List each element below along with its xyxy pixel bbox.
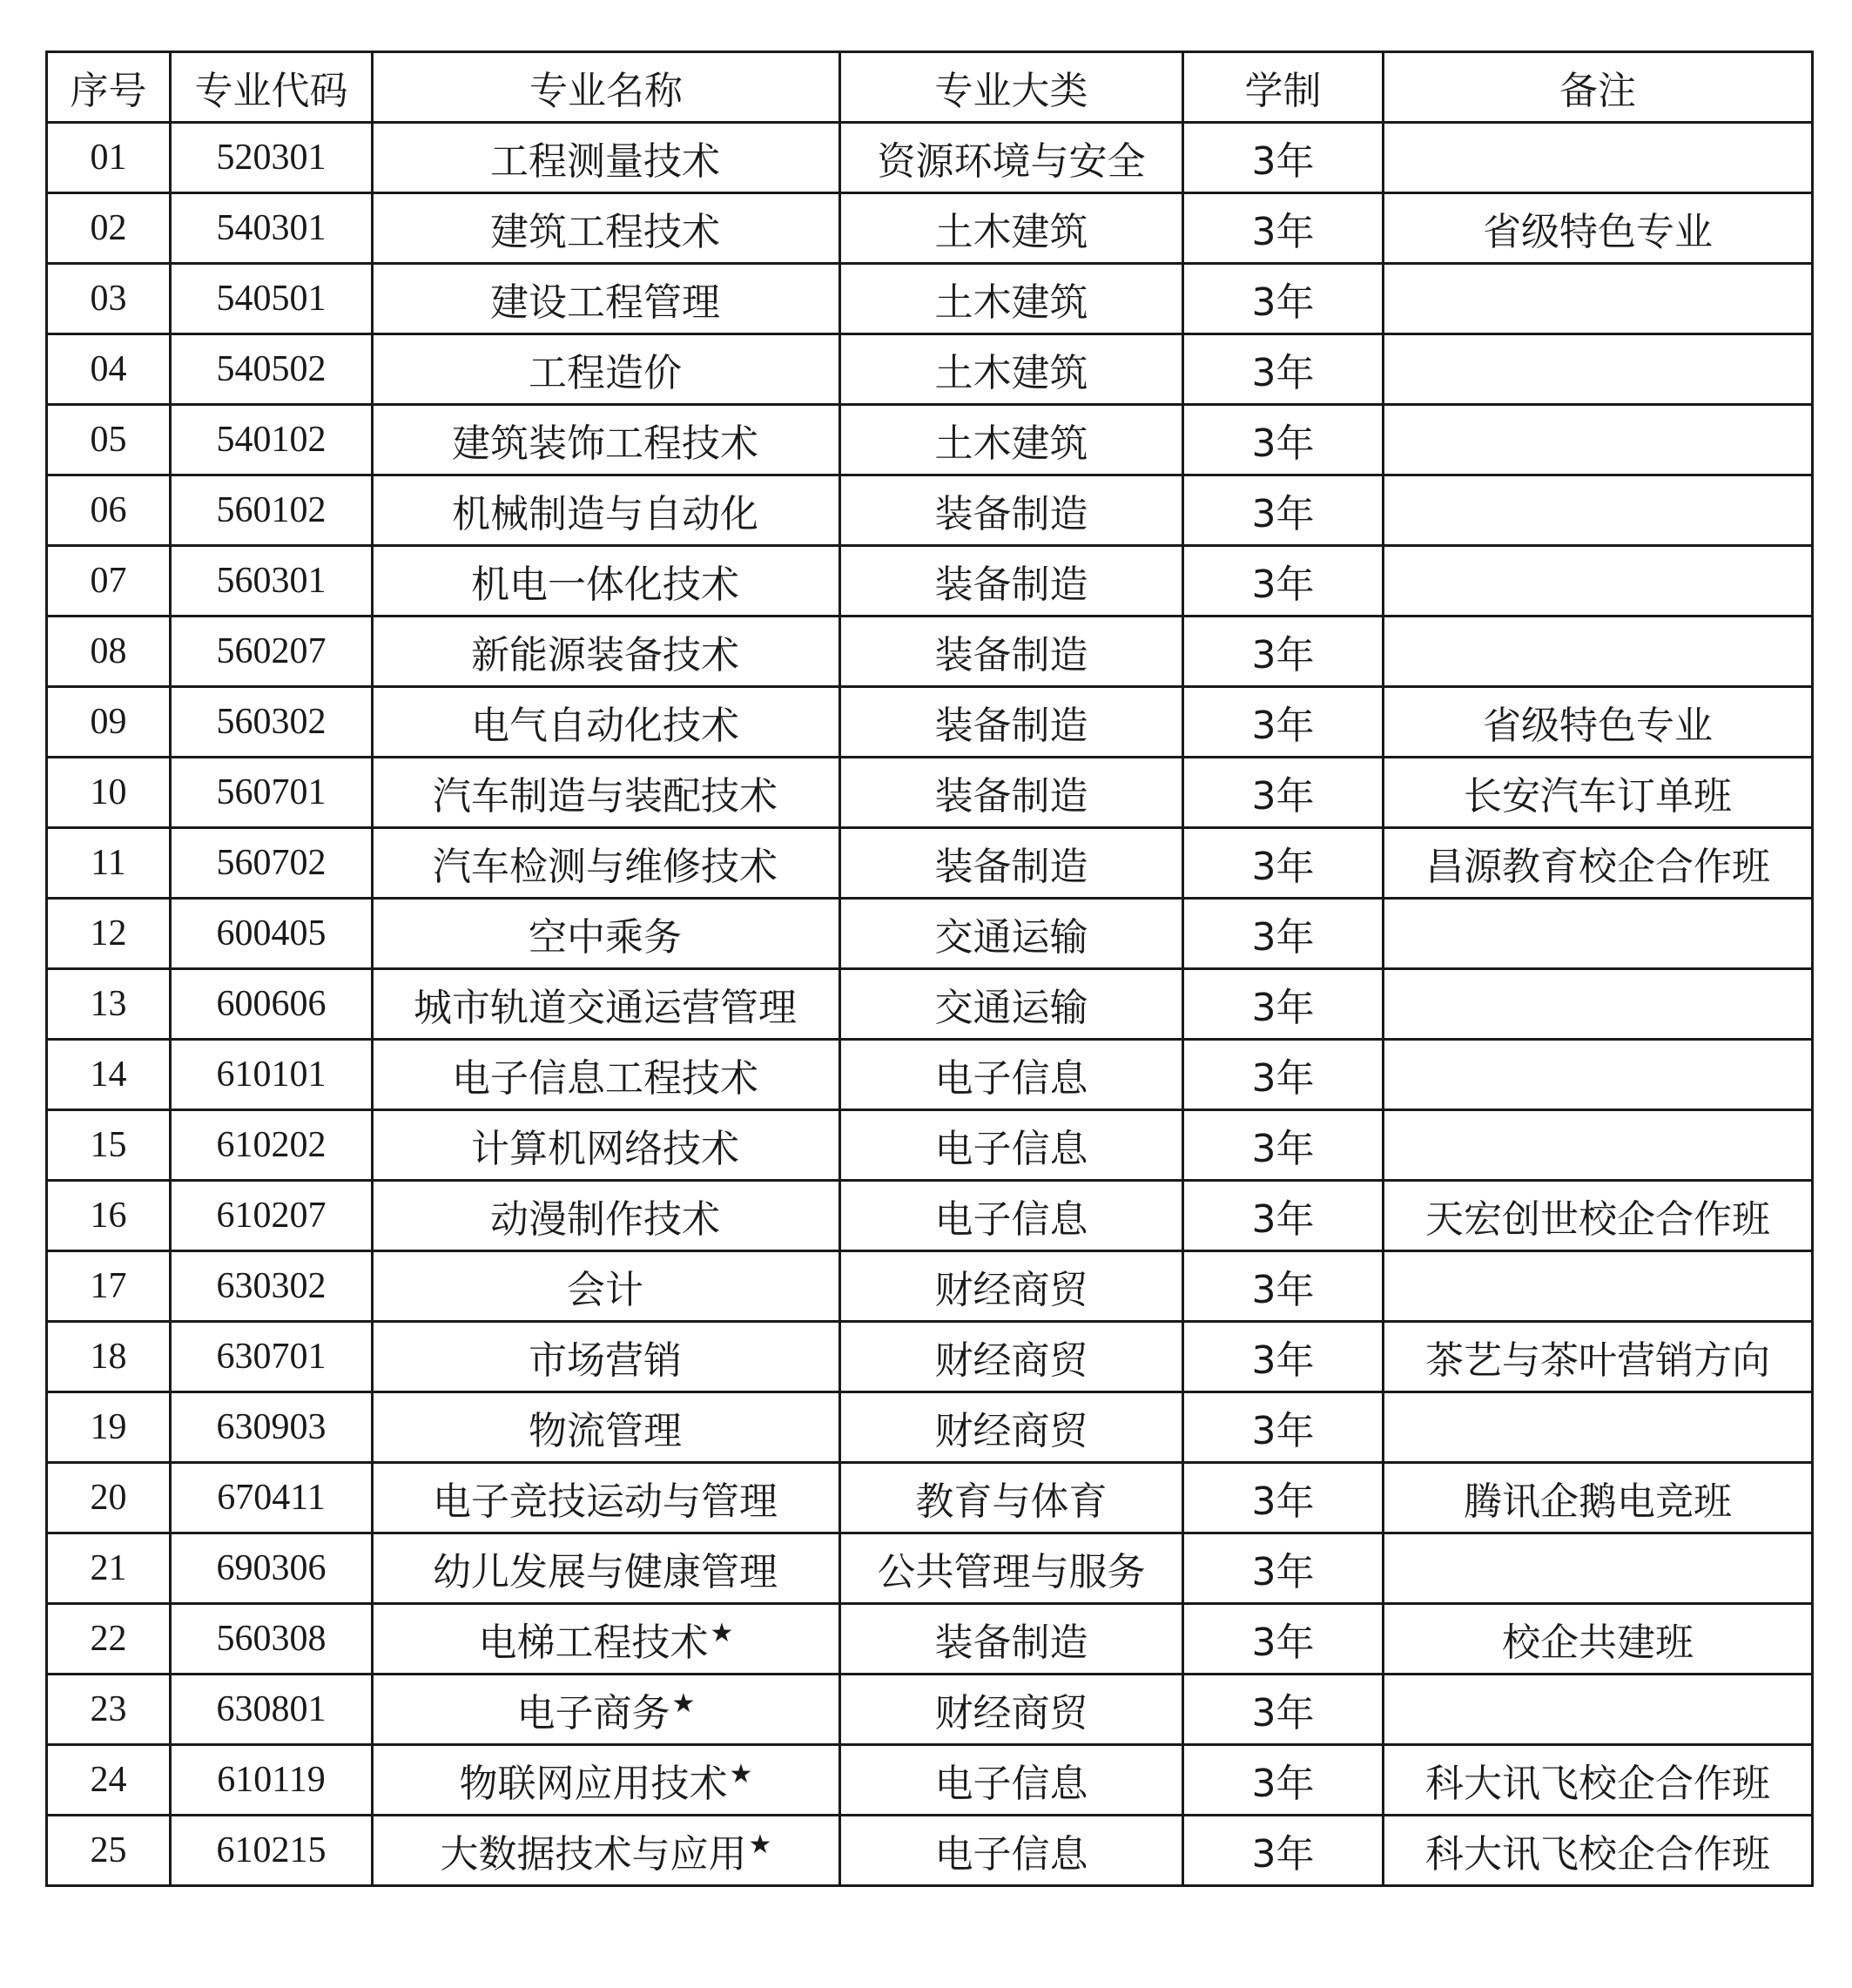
- category-cell: 教育与体育: [840, 1463, 1183, 1533]
- code-cell: 610101: [171, 1040, 373, 1110]
- major-name: 电子商务: [516, 1691, 670, 1735]
- seq-cell: 24: [47, 1745, 171, 1816]
- code-cell: 610119: [171, 1745, 373, 1816]
- seq-cell: 18: [47, 1322, 171, 1392]
- note-cell: [1384, 1675, 1813, 1745]
- code-cell: 540102: [171, 405, 373, 475]
- duration-cell: 3年: [1183, 1745, 1384, 1816]
- name-cell: [373, 1533, 840, 1604]
- seq-cell: 11: [47, 828, 171, 899]
- category-cell: 公共管理与服务: [840, 1533, 1183, 1604]
- duration-cell: 3年: [1183, 899, 1384, 969]
- category-cell: 财经商贸: [840, 1392, 1183, 1463]
- name-cell: [373, 1110, 840, 1181]
- category-cell: 装备制造: [840, 758, 1183, 828]
- table-row: [47, 1322, 1813, 1392]
- code-cell: 560102: [171, 475, 373, 546]
- header-row: [47, 52, 1813, 123]
- seq-cell: 20: [47, 1463, 171, 1533]
- category-cell: 装备制造: [840, 617, 1183, 687]
- category-cell: 电子信息: [840, 1745, 1183, 1816]
- name-cell: [373, 193, 840, 264]
- name-cell: [373, 123, 840, 193]
- duration-cell: 3年: [1183, 193, 1384, 264]
- category-cell: 装备制造: [840, 687, 1183, 758]
- major-name: 新能源装备技术: [471, 633, 739, 677]
- note-cell: [1384, 969, 1813, 1040]
- header-category: 专业大类: [840, 52, 1183, 123]
- new-major-star-icon: ★: [710, 1618, 734, 1649]
- name-cell: [373, 1251, 840, 1322]
- category-cell: 交通运输: [840, 899, 1183, 969]
- major-name: 工程测量技术: [490, 139, 720, 184]
- duration-cell: 3年: [1183, 123, 1384, 193]
- category-cell: 财经商贸: [840, 1322, 1183, 1392]
- header-name: 专业名称: [373, 52, 840, 123]
- duration-cell: 3年: [1183, 687, 1384, 758]
- category-cell: 装备制造: [840, 546, 1183, 617]
- duration-cell: 3年: [1183, 1816, 1384, 1886]
- code-cell: 600405: [171, 899, 373, 969]
- category-cell: 电子信息: [840, 1181, 1183, 1251]
- duration-cell: 3年: [1183, 1604, 1384, 1675]
- table-row: [47, 758, 1813, 828]
- seq-cell: 05: [47, 405, 171, 475]
- duration-cell: 3年: [1183, 1040, 1384, 1110]
- duration-cell: 3年: [1183, 617, 1384, 687]
- category-cell: 交通运输: [840, 969, 1183, 1040]
- note-cell: [1384, 1251, 1813, 1322]
- note-cell: [1384, 123, 1813, 193]
- name-cell: [373, 1745, 840, 1816]
- category-cell: 装备制造: [840, 1604, 1183, 1675]
- category-cell: 土木建筑: [840, 264, 1183, 334]
- table-row: [47, 1110, 1813, 1181]
- name-cell: [373, 899, 840, 969]
- name-cell: [373, 475, 840, 546]
- note-cell: [1384, 1040, 1813, 1110]
- table-row: [47, 1181, 1813, 1251]
- note-cell: 科大讯飞校企合作班: [1384, 1745, 1813, 1816]
- table-row: [47, 1040, 1813, 1110]
- seq-cell: 07: [47, 546, 171, 617]
- note-cell: 昌源教育校企合作班: [1384, 828, 1813, 899]
- note-cell: 茶艺与茶叶营销方向: [1384, 1322, 1813, 1392]
- category-cell: 电子信息: [840, 1816, 1183, 1886]
- name-cell: [373, 1816, 840, 1886]
- major-name: 计算机网络技术: [471, 1127, 739, 1171]
- major-name: 市场营销: [529, 1338, 682, 1383]
- code-cell: 560301: [171, 546, 373, 617]
- major-name: 物联网应用技术: [459, 1762, 728, 1806]
- major-name: 大数据技术与应用: [440, 1832, 747, 1877]
- name-cell: [373, 1392, 840, 1463]
- major-name: 汽车检测与维修技术: [433, 845, 778, 889]
- note-cell: [1384, 617, 1813, 687]
- major-name: 汽车制造与装配技术: [433, 774, 778, 819]
- category-cell: 土木建筑: [840, 334, 1183, 405]
- name-cell: [373, 617, 840, 687]
- major-name: 城市轨道交通运营管理: [414, 986, 797, 1030]
- seq-cell: 12: [47, 899, 171, 969]
- major-name: 空中乘务: [529, 915, 682, 960]
- seq-cell: 19: [47, 1392, 171, 1463]
- seq-cell: 03: [47, 264, 171, 334]
- code-cell: 560308: [171, 1604, 373, 1675]
- code-cell: 600606: [171, 969, 373, 1040]
- name-cell: [373, 1322, 840, 1392]
- table-row: [47, 1816, 1813, 1886]
- name-cell: [373, 687, 840, 758]
- new-major-star-icon: ★: [748, 1830, 772, 1861]
- major-name: 电气自动化技术: [471, 704, 739, 748]
- header-code: 专业代码: [171, 52, 373, 123]
- code-cell: 630801: [171, 1675, 373, 1745]
- major-name: 建筑工程技术: [490, 210, 720, 254]
- duration-cell: 3年: [1183, 405, 1384, 475]
- category-cell: 电子信息: [840, 1040, 1183, 1110]
- table-row: [47, 1745, 1813, 1816]
- major-name: 机械制造与自动化: [452, 492, 758, 536]
- code-cell: 560302: [171, 687, 373, 758]
- new-major-star-icon: ★: [671, 1688, 696, 1720]
- major-name: 机电一体化技术: [471, 563, 739, 607]
- major-name: 电梯工程技术: [478, 1621, 709, 1665]
- duration-cell: 3年: [1183, 334, 1384, 405]
- name-cell: [373, 828, 840, 899]
- category-cell: 装备制造: [840, 828, 1183, 899]
- note-cell: 省级特色专业: [1384, 687, 1813, 758]
- name-cell: [373, 1604, 840, 1675]
- header-seq: 序号: [47, 52, 171, 123]
- seq-cell: 23: [47, 1675, 171, 1745]
- table-row: [47, 1604, 1813, 1675]
- note-cell: 省级特色专业: [1384, 193, 1813, 264]
- note-cell: 长安汽车订单班: [1384, 758, 1813, 828]
- seq-cell: 14: [47, 1040, 171, 1110]
- table-row: [47, 1675, 1813, 1745]
- seq-cell: 21: [47, 1533, 171, 1604]
- duration-cell: 3年: [1183, 264, 1384, 334]
- new-major-star-icon: ★: [729, 1759, 753, 1790]
- major-name: 建设工程管理: [490, 280, 720, 325]
- duration-cell: 3年: [1183, 1322, 1384, 1392]
- name-cell: [373, 334, 840, 405]
- category-cell: 财经商贸: [840, 1675, 1183, 1745]
- duration-cell: 3年: [1183, 546, 1384, 617]
- table-row: [47, 899, 1813, 969]
- code-cell: 520301: [171, 123, 373, 193]
- major-name: 物流管理: [529, 1409, 682, 1453]
- major-name: 幼儿发展与健康管理: [433, 1550, 778, 1594]
- name-cell: [373, 758, 840, 828]
- code-cell: 540301: [171, 193, 373, 264]
- major-name: 工程造价: [529, 351, 682, 395]
- note-cell: [1384, 1392, 1813, 1463]
- table-row: [47, 334, 1813, 405]
- name-cell: [373, 969, 840, 1040]
- note-cell: [1384, 475, 1813, 546]
- seq-cell: 04: [47, 334, 171, 405]
- duration-cell: 3年: [1183, 828, 1384, 899]
- seq-cell: 25: [47, 1816, 171, 1886]
- code-cell: 610207: [171, 1181, 373, 1251]
- note-cell: [1384, 334, 1813, 405]
- code-cell: 560702: [171, 828, 373, 899]
- table-row: [47, 1463, 1813, 1533]
- category-cell: 土木建筑: [840, 193, 1183, 264]
- table-row: [47, 1251, 1813, 1322]
- note-cell: [1384, 405, 1813, 475]
- duration-cell: 3年: [1183, 1392, 1384, 1463]
- note-cell: 腾讯企鹅电竞班: [1384, 1463, 1813, 1533]
- table-row: [47, 969, 1813, 1040]
- table-row: [47, 546, 1813, 617]
- major-name: 建筑装饰工程技术: [452, 421, 758, 466]
- table-row: [47, 123, 1813, 193]
- note-cell: 科大讯飞校企合作班: [1384, 1816, 1813, 1886]
- code-cell: 540501: [171, 264, 373, 334]
- category-cell: 电子信息: [840, 1110, 1183, 1181]
- code-cell: 560701: [171, 758, 373, 828]
- duration-cell: 3年: [1183, 758, 1384, 828]
- duration-cell: 3年: [1183, 1675, 1384, 1745]
- name-cell: [373, 1463, 840, 1533]
- major-name: 动漫制作技术: [490, 1197, 720, 1242]
- note-cell: [1384, 1110, 1813, 1181]
- code-cell: 690306: [171, 1533, 373, 1604]
- header-duration: 学制: [1183, 52, 1384, 123]
- table-row: [47, 828, 1813, 899]
- duration-cell: 3年: [1183, 1463, 1384, 1533]
- duration-cell: 3年: [1183, 475, 1384, 546]
- seq-cell: 01: [47, 123, 171, 193]
- note-cell: 天宏创世校企合作班: [1384, 1181, 1813, 1251]
- name-cell: [373, 1040, 840, 1110]
- seq-cell: 08: [47, 617, 171, 687]
- table-row: [47, 617, 1813, 687]
- note-cell: 校企共建班: [1384, 1604, 1813, 1675]
- duration-cell: 3年: [1183, 1110, 1384, 1181]
- seq-cell: 13: [47, 969, 171, 1040]
- seq-cell: 02: [47, 193, 171, 264]
- duration-cell: 3年: [1183, 1181, 1384, 1251]
- name-cell: [373, 1675, 840, 1745]
- table-row: [47, 687, 1813, 758]
- seq-cell: 10: [47, 758, 171, 828]
- header-note: 备注: [1384, 52, 1813, 123]
- note-cell: [1384, 1533, 1813, 1604]
- major-name: 电子信息工程技术: [452, 1056, 758, 1101]
- table-row: [47, 264, 1813, 334]
- code-cell: 670411: [171, 1463, 373, 1533]
- note-cell: [1384, 899, 1813, 969]
- name-cell: [373, 546, 840, 617]
- seq-cell: 16: [47, 1181, 171, 1251]
- category-cell: 资源环境与安全: [840, 123, 1183, 193]
- duration-cell: 3年: [1183, 969, 1384, 1040]
- major-name: 会计: [567, 1268, 643, 1312]
- name-cell: [373, 1181, 840, 1251]
- category-cell: 土木建筑: [840, 405, 1183, 475]
- code-cell: 560207: [171, 617, 373, 687]
- duration-cell: 3年: [1183, 1251, 1384, 1322]
- category-cell: 装备制造: [840, 475, 1183, 546]
- code-cell: 630701: [171, 1322, 373, 1392]
- seq-cell: 09: [47, 687, 171, 758]
- name-cell: [373, 405, 840, 475]
- table-row: [47, 475, 1813, 546]
- major-name: 电子竞技运动与管理: [433, 1479, 778, 1524]
- majors-table: [45, 51, 1814, 1887]
- seq-cell: 17: [47, 1251, 171, 1322]
- table-row: [47, 1533, 1813, 1604]
- name-cell: [373, 264, 840, 334]
- code-cell: 630903: [171, 1392, 373, 1463]
- table-row: [47, 193, 1813, 264]
- note-cell: [1384, 264, 1813, 334]
- table-row: [47, 405, 1813, 475]
- code-cell: 630302: [171, 1251, 373, 1322]
- category-cell: 财经商贸: [840, 1251, 1183, 1322]
- code-cell: 610202: [171, 1110, 373, 1181]
- seq-cell: 22: [47, 1604, 171, 1675]
- code-cell: 540502: [171, 334, 373, 405]
- duration-cell: 3年: [1183, 1533, 1384, 1604]
- seq-cell: 15: [47, 1110, 171, 1181]
- table-row: [47, 1392, 1813, 1463]
- seq-cell: 06: [47, 475, 171, 546]
- note-cell: [1384, 546, 1813, 617]
- code-cell: 610215: [171, 1816, 373, 1886]
